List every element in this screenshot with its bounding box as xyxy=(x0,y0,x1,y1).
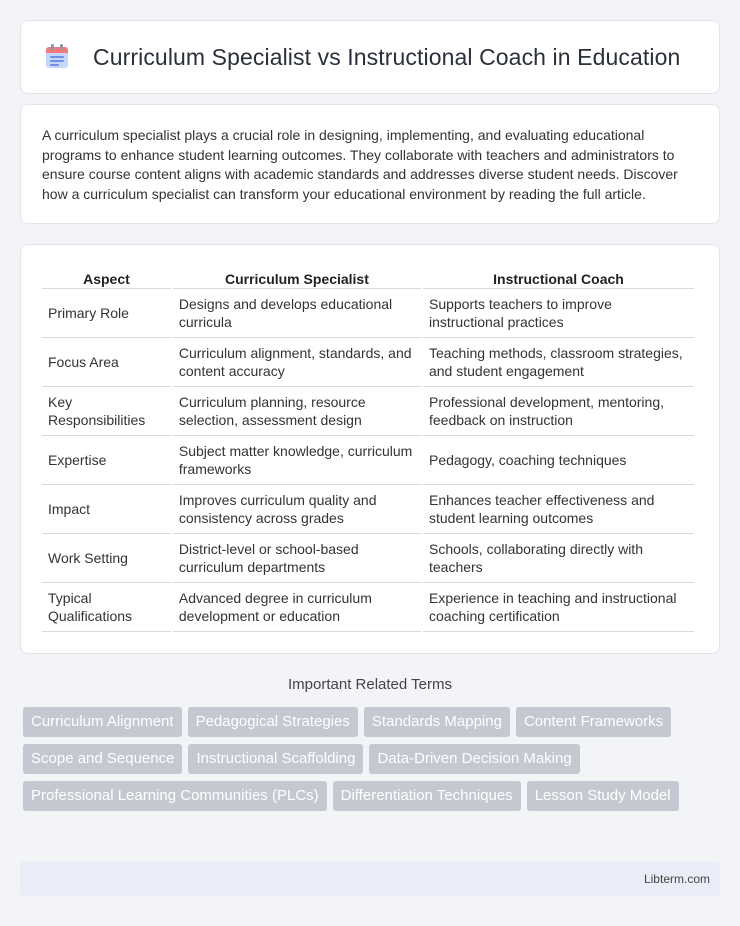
cell-coach: Supports teachers to improve instructional practices xyxy=(423,289,694,338)
related-term-tag[interactable]: Instructional Scaffolding xyxy=(188,744,363,774)
cell-aspect: Key Responsibilities xyxy=(42,387,171,436)
related-term-tag[interactable]: Data-Driven Decision Making xyxy=(369,744,579,774)
page-title: Curriculum Specialist vs Instructional Coach in Education xyxy=(93,43,681,70)
cell-aspect: Typical Qualifications xyxy=(42,583,171,632)
cell-aspect: Impact xyxy=(42,485,171,534)
table-row xyxy=(42,485,694,534)
cell-coach: Pedagogy, coaching techniques xyxy=(423,436,694,485)
cell-specialist: Designs and develops educational curricula xyxy=(173,289,421,338)
cell-specialist: Advanced degree in curriculum development or education xyxy=(173,583,421,632)
header-instructional-coach: Instructional Coach xyxy=(423,265,694,289)
related-term-tag[interactable]: Standards Mapping xyxy=(364,707,510,737)
table-row xyxy=(42,436,694,485)
cell-aspect: Work Setting xyxy=(42,534,171,583)
intro-paragraph: A curriculum specialist plays a crucial role in designing, implementing, and evaluating educational programs to enhance student learning outcomes. They collaborate with teachers and administrators to ensure course content aligns with academic standards and addresses diverse student needs. Discover how a curriculum specialist can transform your educational environment by reading the full article. xyxy=(42,127,678,202)
cell-coach: Experience in teaching and instructional coaching certification xyxy=(423,583,694,632)
cell-specialist: Curriculum planning, resource selection, assessment design xyxy=(173,387,421,436)
cell-aspect: Primary Role xyxy=(42,289,171,338)
cell-coach: Professional development, mentoring, feedback on instruction xyxy=(423,387,694,436)
related-term-tag[interactable]: Pedagogical Strategies xyxy=(188,707,358,737)
comparison-table xyxy=(40,265,696,632)
cell-specialist: Subject matter knowledge, curriculum frameworks xyxy=(173,436,421,485)
header-aspect: Aspect xyxy=(42,265,171,289)
related-terms-title: Important Related Terms xyxy=(288,676,452,693)
table-row xyxy=(42,338,694,387)
intro-card xyxy=(20,104,720,224)
related-term-tag[interactable]: Curriculum Alignment xyxy=(23,707,182,737)
cell-coach: Teaching methods, classroom strategies, and student engagement xyxy=(423,338,694,387)
cell-coach: Schools, collaborating directly with teachers xyxy=(423,534,694,583)
footer-site-link[interactable]: Libterm.com xyxy=(643,872,710,886)
related-term-tag[interactable]: Scope and Sequence xyxy=(23,744,182,774)
related-terms-list xyxy=(23,707,723,811)
cell-specialist: Improves curriculum quality and consistency across grades xyxy=(173,485,421,534)
table-row xyxy=(42,289,694,338)
cell-aspect: Expertise xyxy=(42,436,171,485)
footer xyxy=(20,862,720,896)
comparison-card xyxy=(20,244,720,654)
table-row xyxy=(42,387,694,436)
header-curriculum-specialist: Curriculum Specialist xyxy=(173,265,421,289)
table-header-row xyxy=(42,265,694,289)
table-row xyxy=(42,534,694,583)
related-term-tag[interactable]: Content Frameworks xyxy=(516,707,671,737)
related-term-tag[interactable]: Lesson Study Model xyxy=(527,781,679,811)
cell-aspect: Focus Area xyxy=(42,338,171,387)
header-card xyxy=(20,20,720,94)
cell-specialist: Curriculum alignment, standards, and content accuracy xyxy=(173,338,421,387)
related-term-tag[interactable]: Differentiation Techniques xyxy=(333,781,521,811)
cell-specialist: District-level or school-based curriculum departments xyxy=(173,534,421,583)
table-row xyxy=(42,583,694,632)
related-term-tag[interactable]: Professional Learning Communities (PLCs) xyxy=(23,781,327,811)
cell-coach: Enhances teacher effectiveness and student learning outcomes xyxy=(423,485,694,534)
calendar-document-icon xyxy=(45,44,71,70)
